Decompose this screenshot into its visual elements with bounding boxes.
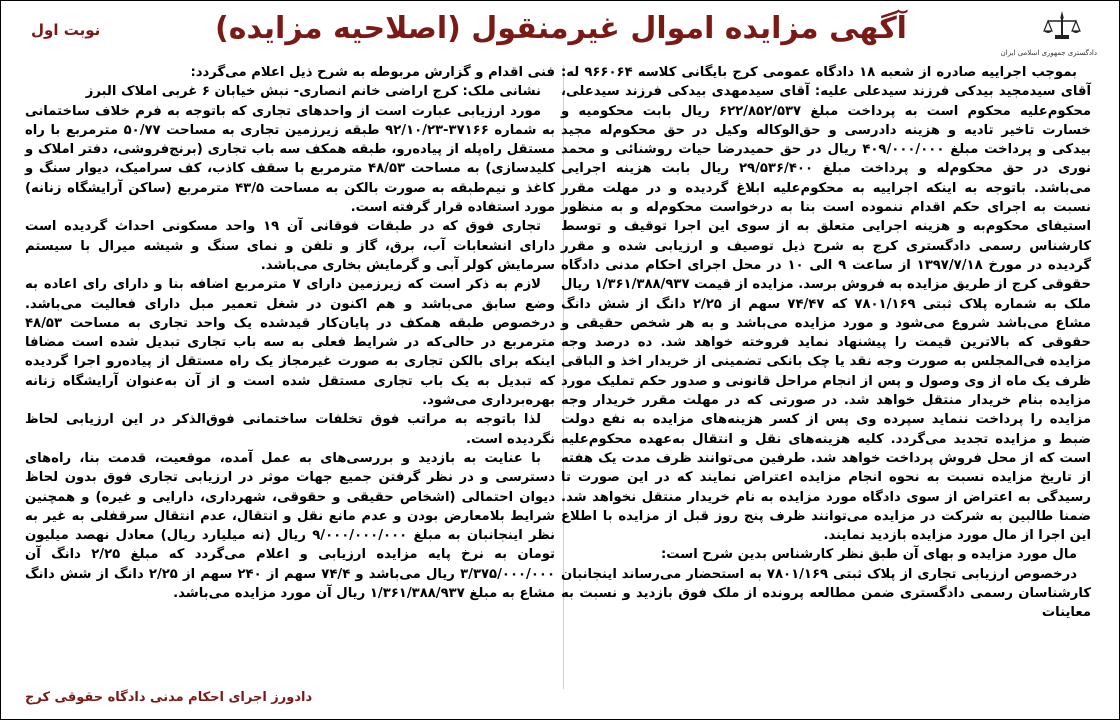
paragraph: درخصوص ارزیابی تجاری از پلاک ثبتی ۷۸۰۱/۱۶۹ به استحضار می‌رساند اینجانبان کارشناسان رسمی دادگستری ضمن مطالعه پرونده از ملک فوق بازدید و نسبت به معاینات [561, 566, 1091, 621]
round-label: نوبت اول [31, 21, 101, 39]
signature: دادورز اجرای احکام مدنی دادگاه حقوقی کرج [25, 690, 313, 705]
paragraph: با عنایت به بازدید و بررسی‌های به عمل آمده، موقعیت، قدمت بنا، راه‌های دسترسی و در نظر گرفتن جمیع جهات موثر در ارزیابی تجاری فوق بدون لحاظ دیوان احتمالی (اشخاص حقیقی و حقوقی، شهرداری، دارایی و غیره) و همچنین شرایط بلامعارض بودن و عدم مانع نقل و انتقال، عدم انتقال سرقفلی به غیر به نظر اینجانبان به مبلغ ۹/۰۰۰/۰۰۰/۰۰۰ ریال (نه میلیارد ریال) معادل نهصد میلیون تومان به نرخ پایه مزایده ارزیابی و اعلام می‌گردد که مبلغ ۲/۲۵ دانگ آن ۳/۳۷۵/۰۰۰/۰۰۰ ریال می‌باشد و ۷۴/۴ سهم از ۲۴۰ سهم از ۲/۲۵ دانگ از شش دانگ مشاع به مبلغ ۱/۳۶۱/۳۸۸/۹۳۷ ریال آن مورد مزایده می‌باشد. [25, 450, 556, 602]
emblem-icon [1042, 9, 1082, 43]
notice-title: آگهی مزایده اموال غیرمنقول (اصلاحیه مزایده) [215, 11, 907, 46]
paragraph: لذا باتوجه به مراتب فوق تخلفات ساختمانی فوق‌الذکر در این ارزیابی لحاظ نگردیده است. [25, 412, 555, 447]
paragraph: نشانی ملک: کرج اراضی خانم انصاری- نبش خیابان ۶ غربی املاک البرز [85, 84, 541, 100]
paragraph: تجاری فوق که در طبقات فوقانی آن ۱۹ واحد مسکونی احداث گردیده است دارای انشعابات آب، برق، گاز و تلفن و نمای سنگ و شیشه میرال با سیستم سرمایش کولر آبی و گرمایش بخاری می‌باشد. [25, 219, 555, 273]
right-column [561, 63, 1091, 623]
paragraph: مال مورد مزایده و بهای آن طبق نظر کارشناس بدین شرح است: [661, 547, 1077, 563]
judiciary-emblem [1000, 9, 1097, 59]
paragraph: لازم به ذکر است که زیرزمین دارای ۷ مترمربع اضافه بنا و دارای رای اعاده به وضع سابق می‌باشد و هم اکنون در شغل تعمیر مبل دارای فعالیت می‌باشد. درخصوص طبقه همکف در پایان‌کار قیدشده یک واحد تجاری به مساحت ۴۸/۵۳ مترمربع در حالی‌که در شرایط فعلی به سه باب تجاری تبدیل شده است مضافا اینکه برای بالکن تجاری به صورت غیرمجاز یک راه مستقل از پیاده‌رو اجرا گردیده که تبدیل به یک باب تجاری مستقل شده است و از آن به‌عنوان آرایشگاه زنانه بهره‌برداری می‌شود. [25, 277, 555, 409]
emblem-caption: دادگستری جمهوری اسلامی ایران [1000, 49, 1097, 57]
left-column [25, 63, 555, 603]
notice-header [1, 1, 1120, 63]
paragraph: بموجب اجراییه صادره از شعبه ۱۸ دادگاه عمومی کرج بایگانی کلاسه ۹۶۶۰۶۴ له: آقای سیدمجید بیدکی فرزند سیدعلی علیه: آقای سیدمهدی بیدکی فرزند سیدعلی، محکوم‌علیه محکوم است به پرداخت مبلغ ۶۲۲/۸۵۲/۵۳۷ ریال بابت محکومیه و خسارت تاخیر تادیه و هزینه دادرسی و حق‌الوکاله وکیل در حق محکوم‌له مجید بیدکی و پرداخت مبلغ ۴۰۹/۰۰۰/۰۰۰ ریال در حق حمیدرضا حیات روشنائی و محمد نوری در حق محکوم‌له و پرداخت مبلغ ۲۹/۵۳۶/۴۰۰ ریال بابت هزینه اجرایی می‌باشد. باتوجه به اینکه اجراییه به محکوم‌علیه ابلاغ گردیده و در مهلت مقرر نسبت به اجرای حکم اقدام ننموده است بنا به درخواست محکوم‌له و به منظور استیفای محکوم‌به و هزینه اجرایی متعلق به از سوی این اجرا توقیف و توسط کارشناس رسمی دادگستری کرج به شرح ذیل توصیف و ارزیابی شده و مقرر گردیده در مورخ ۱۳۹۷/۷/۱۸ از ساعت ۹ الی ۱۰ در محل اجرای احکام مدنی دادگاه حقوقی کرج از طریق مزایده به فروش برسد. مزایده از قیمت ۱/۳۶۱/۳۸۸/۹۳۷ ریال ملک به شماره پلاک ثبتی ۷۸۰۱/۱۶۹ که ۷۴/۴۷ سهم از ۲/۲۵ دانگ از شش دانگ مشاع می‌باشد شروع می‌شود و مورد مزایده می‌باشد و به هر شخص حقیقی و حقوقی که بالاترین قیمت را پیشنهاد نماید فروخته خواهد شد. ده درصد وجه مزایده فی‌المجلس به صورت وجه نقد یا چک بانکی تضمینی از خریدار اخذ و الباقی ظرف یک ماه از وی وصول و پس از انجام مراحل قانونی و صدور حکم تملیک مورد مزایده بنام خریدار منتقل خواهد شد. در صورتی که در مهلت مقرر خریدار وجه مزایده را پرداخت ننماید سپرده وی پس از کسر هزینه‌های مزایده به نفع دولت ضبط و مزایده تجدید می‌گردد. کلیه هزینه‌های نقل و انتقال به‌عهده محکوم‌علیه است که از محل فروش پرداخت خواهد شد. طرفین می‌توانند ظرف مدت یک هفته از تاریخ مزایده نسبت به نحوه انجام مزایده اعتراض نمایند که در این صورت تا رسیدگی به اعتراض از سوی دادگاه مورد مزایده به نام خریدار منتقل نخواهد شد. ضمنا طالبین به شرکت در مزایده می‌توانند ظرف پنج روز قبل از مزایده با اطلاع این اجرا از مال مورد مزایده بازدید نمایند. [561, 65, 1092, 544]
paragraph: فنی اقدام و گزارش مربوطه به شرح ذیل اعلام می‌گردد: [190, 65, 555, 80]
paragraph: مورد ارزیابی عبارت است از واحدهای تجاری که باتوجه به فرم خلاف ساختمانی به شماره ۳۷۱۶۶-۹۲/۱۰/۲۳ طبقه زیرزمین تجاری به مساحت ۵۰/۷۷ مترمربع با راه مستقل راه‌پله از پیاده‌رو، طبقه همکف سه باب تجاری (برنج‌فروشی، دفتر املاک و کلیدسازی) به مساحت ۴۸/۵۳ مترمربع با سقف کاذب، کف سرامیک، دیوار سنگ و کاغذ و نیم‌طبقه به صورت بالکن به مساحت ۴۳/۵ مترمربع (ساکن آرایشگاه زنانه) مورد استفاده قرار گرفته است. [25, 103, 556, 216]
